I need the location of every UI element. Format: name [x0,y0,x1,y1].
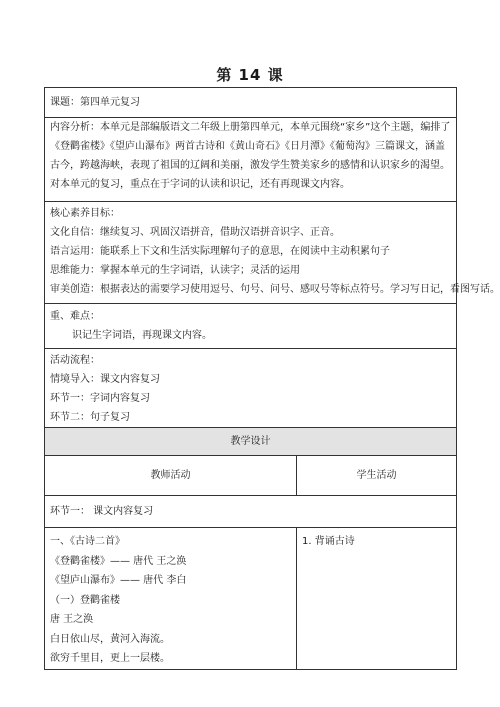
teacher-line: 唐 王之涣 [50,614,94,625]
process-cell [45,349,457,428]
key-points-text: 识记生字词语，再现课文内容。 [72,330,212,341]
key-points-heading: 重、难点： [50,311,100,322]
literacy-item-thinking: 思维能力：掌握本单元的生字词语，认读字；灵活的运用 [50,265,300,276]
literacy-cell [45,202,500,304]
page-title: 第 14 课 [216,66,284,84]
teacher-line: 《望庐山瀑布》—— 唐代 李白 [50,575,187,586]
process-heading: 活动流程： [50,355,100,366]
teacher-line: 欲穷千里目，更上一层楼。 [50,653,170,664]
design-header: 教学设计 [230,436,271,447]
student-activity-cell [297,528,457,670]
student-col-header: 学生活动 [297,456,457,496]
section1-cell [45,496,457,528]
teacher-col-header: 教师活动 [45,456,297,496]
topic-cell [45,88,457,118]
literacy-item-aesthetics: 审美创造：根据表达的需要学习使用逗号、句号、问号、感叹号等标点符号。学习写日记，看图写话。 [50,284,500,295]
design-header-cell [45,428,457,456]
process-item-step1: 环节一：字词内容复习 [50,393,150,404]
key-points-cell [45,304,457,349]
teacher-activity-cell [45,528,297,670]
teacher-line: 白日依山尽，黄河入海流。 [50,633,170,645]
content-analysis-text: 内容分析：本单元是部编版语文二年级上册第四单元，本单元围绕“家乡”这个主题，编排了《登鹳雀楼》《望庐山瀑布》两首古诗和《黄山奇石》《日月潭》《葡萄沟》三篇课文，涵盖古今，跨越海峡，表现了祖国的辽阔和美丽，激发学生赞美家乡的感情和认识家乡的渴望。对本单元的复习，重点在于字词的认读和识记，还有再现课文内容。 [50,122,451,190]
teacher-line: 一、《古诗二首》 [50,536,125,547]
teacher-line: （一）登鹳雀楼 [50,594,120,606]
process-item-intro: 情境导入：课文内容复习 [50,374,160,385]
topic-text: 课题：第四单元复习 [50,97,140,108]
lesson-plan-table [44,87,500,670]
process-item-step2: 环节二：句子复习 [50,412,130,423]
section1-title: 环节一： 课文内容复习 [50,506,154,517]
student-line: 1. 背诵古诗 [302,536,355,547]
literacy-heading: 核心素养目标： [50,208,120,219]
teacher-line: 《登鹳雀楼》—— 唐代 王之涣 [50,555,187,567]
literacy-item-language: 语言运用：能联系上下文和生活实际理解句子的意思，在阅读中主动积累句子 [50,246,390,257]
content-analysis-cell [45,118,457,202]
literacy-item-culture: 文化自信：继续复习、巩固汉语拼音，借助汉语拼音识字、正音。 [50,227,340,238]
